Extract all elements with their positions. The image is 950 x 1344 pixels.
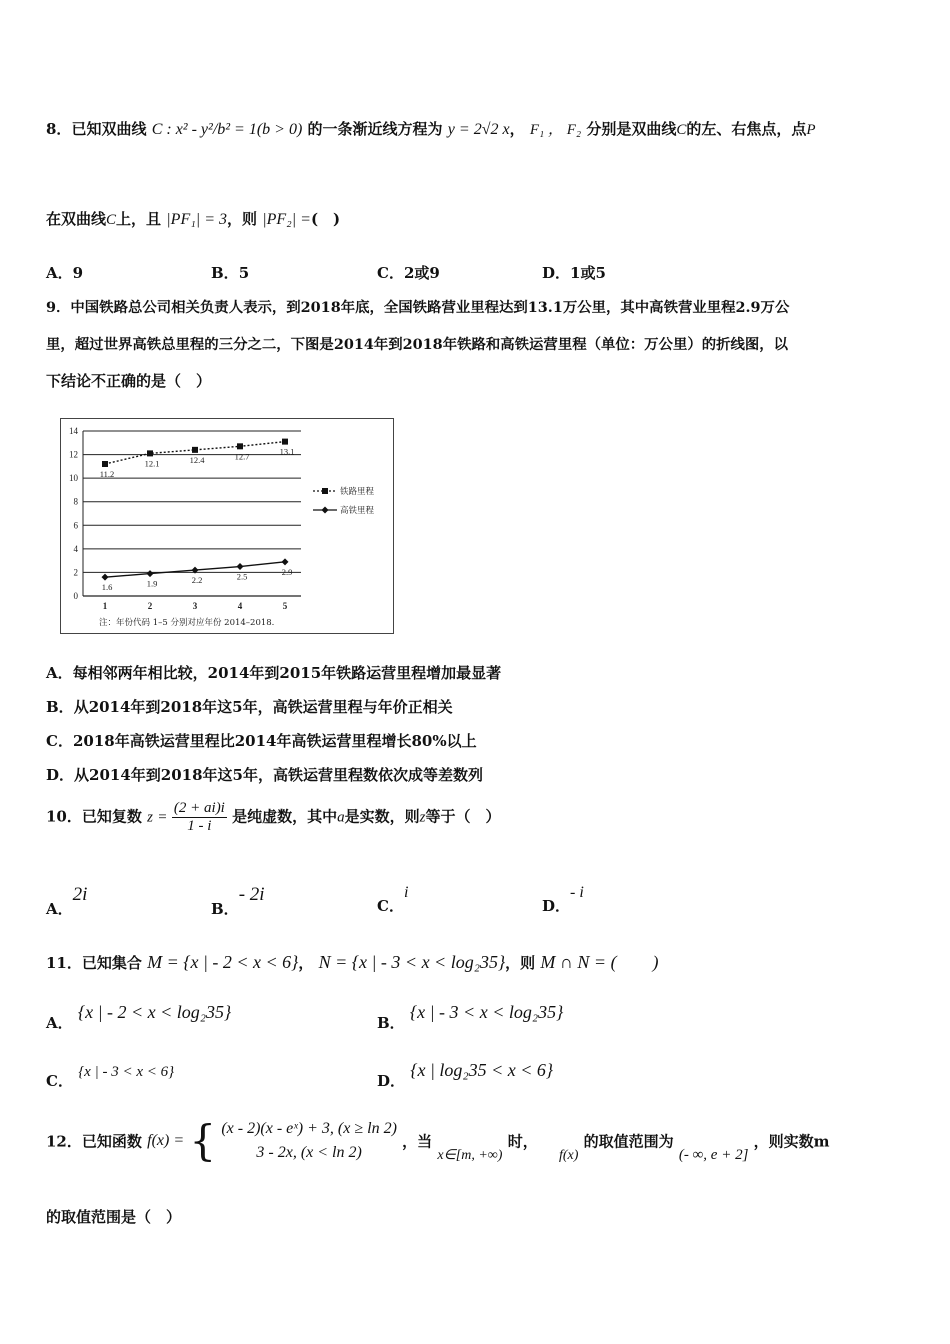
q12-case2: 3 - 2x, (x < ln 2) xyxy=(256,1144,362,1161)
q8-then: ，则 xyxy=(226,210,257,228)
y-tick-label: 12 xyxy=(69,449,78,460)
y-tick-label: 2 xyxy=(73,567,78,578)
data-label: 12.1 xyxy=(144,458,160,469)
q10-choice-a-text: 2i xyxy=(72,884,88,905)
q9-choice-a-text: 每相邻两年相比较，2014年到2015年铁路运营里程增加最显著 xyxy=(72,664,502,682)
q10-denominator: 1 - i xyxy=(187,818,212,834)
q10-z2: z xyxy=(419,809,426,826)
q12-range-text: 的取值范围为 xyxy=(583,1132,674,1151)
data-label: 11.2 xyxy=(99,469,115,479)
highspeed-point xyxy=(237,563,244,570)
x-tick-label: 5 xyxy=(282,601,288,611)
legend-label: 高铁里程 xyxy=(340,506,375,516)
q8-choice-c-key: C． xyxy=(377,264,404,282)
q8-suffix2: 的左、右焦点，点 xyxy=(686,120,807,138)
q11-choice-d[interactable] xyxy=(377,1060,553,1091)
q12-range: (- ∞, e + 2] xyxy=(678,1147,749,1163)
q12-domain: x∈[m, +∞) xyxy=(437,1148,503,1163)
q10-choice-b-key: B． xyxy=(211,900,239,918)
y-tick-label: 8 xyxy=(73,496,78,507)
railway-point xyxy=(102,461,108,467)
q10-choice-c[interactable] xyxy=(377,884,408,916)
q8-choice-a-text: 9 xyxy=(72,264,84,282)
q9-choice-b[interactable] xyxy=(46,696,453,717)
q11-set-n: N = {x | - 3 < x < log₂35} xyxy=(318,952,506,972)
q9-choice-d-text: 从2014年到2018年这5年，高铁运营里程数依次成等差数列 xyxy=(74,766,483,784)
q11-then: ，则 xyxy=(505,954,536,972)
railway-point xyxy=(237,443,243,449)
q10-choice-b-text: - 2i xyxy=(238,884,265,905)
railway-point xyxy=(147,450,153,456)
data-label: 1.9 xyxy=(146,578,158,589)
x-tick-label: 4 xyxy=(237,601,243,611)
legend-marker xyxy=(322,507,329,514)
q11-choice-c-key: C． xyxy=(46,1072,73,1090)
q10-choice-c-text: i xyxy=(403,884,409,901)
q9-choice-b-text: 从2014年到2018年这5年，高铁运营里程与年价正相关 xyxy=(73,698,453,716)
data-label: 1.6 xyxy=(101,582,113,593)
q8-choice-b-key: B． xyxy=(211,264,239,282)
q10-mid2: 是实数，则 xyxy=(344,807,420,826)
q10-choice-d-text: - i xyxy=(570,884,584,901)
q11-choice-c[interactable] xyxy=(46,1062,174,1091)
q8-prefix: 已知双曲线 xyxy=(71,120,147,138)
q9-choice-b-key: B． xyxy=(46,698,74,716)
q9-chart-svg xyxy=(61,419,393,633)
q10-a: a xyxy=(337,809,345,826)
data-label: 12.4 xyxy=(189,454,205,465)
q12-line2: 的取值范围是（ ） xyxy=(46,1208,182,1226)
q9-choice-a-key: A． xyxy=(46,664,73,682)
q11-prefix: 已知集合 xyxy=(81,954,142,972)
q8-asymptote: y = 2√2 x xyxy=(447,121,510,138)
data-label: 2.9 xyxy=(281,566,293,577)
q10-fraction xyxy=(172,800,227,835)
railway-point xyxy=(192,447,198,453)
q11-line xyxy=(46,948,659,974)
q9-line2: 里，超过世界高铁总里程的三分之二，下图是2014年到2018年铁路和高铁运营里程（单位：万公里）的折线图，以 xyxy=(46,336,789,353)
q11-choice-a-key: A． xyxy=(46,1014,73,1032)
q10-choice-a[interactable] xyxy=(46,884,87,919)
data-label: 2.5 xyxy=(236,571,248,582)
q8-choice-c-text: 2或9 xyxy=(403,264,440,282)
q12-suffix: ，则实数m xyxy=(753,1132,830,1151)
q9-choice-d-key: D． xyxy=(46,766,75,784)
q10-mid: 是纯虚数，其中 xyxy=(232,807,338,826)
highspeed-point xyxy=(102,574,109,581)
data-label: 13.1 xyxy=(279,446,295,457)
q9-line1: 9．中国铁路总公司相关负责人表示，到2018年底，全国铁路营业里程达到13.1万公里，其中高铁营业里程2.9万公 xyxy=(46,299,790,316)
railway-point xyxy=(282,439,288,445)
legend-marker xyxy=(322,488,328,494)
q8-foci: F₁ ， F₂ xyxy=(529,122,582,138)
q11-choice-a-text: {x | - 2 < x < log₂35} xyxy=(77,1002,232,1022)
q8-p: P xyxy=(806,122,816,138)
q8-choice-d-text: 1或5 xyxy=(570,264,606,282)
q11-number: 11． xyxy=(46,954,82,972)
q8-choice-c[interactable] xyxy=(377,262,440,283)
q8-line2-prefix: 在双曲线 xyxy=(46,210,107,228)
q9-choice-c-text: 2018年高铁运营里程比2014年高铁运营里程增长80%以上 xyxy=(72,732,477,750)
q12-cases xyxy=(221,1120,397,1162)
q11-choice-b-text: {x | - 3 < x < log₂35} xyxy=(409,1002,564,1022)
x-tick-label: 2 xyxy=(147,601,153,611)
q8-line2 xyxy=(46,208,340,229)
q8-hyperbola-equation: C : x² - y²/b² = 1(b > 0) xyxy=(151,121,303,138)
y-tick-label: 6 xyxy=(73,520,78,531)
q10-choice-c-key: C． xyxy=(377,897,404,915)
chart-note: 注：年份代码 1–5 分别对应年份 2014–2018. xyxy=(99,618,275,628)
q10-line xyxy=(46,800,500,835)
legend-label: 铁路里程 xyxy=(340,487,375,497)
q9-line3: 下结论不正确的是（ ） xyxy=(46,372,212,390)
q11-ask: M ∩ N = ( ) xyxy=(540,952,659,972)
q12-number: 12． xyxy=(46,1132,82,1151)
q8-choice-a[interactable] xyxy=(46,262,83,283)
q8-line1: 8．已知双曲线 C : x² - y²/b² = 1(b > 0) 的一条渐近线方程为 y = 2√2 x， F₁ ， F₂ 分别是双曲线C的左、右焦点，点P xyxy=(46,120,816,138)
q10-choice-d[interactable] xyxy=(542,884,584,916)
q10-choice-b[interactable] xyxy=(211,884,265,919)
q12-case1: (x - 2)(x - eˣ) + 3, (x ≥ ln 2) xyxy=(221,1120,397,1137)
q10-choice-a-key: A． xyxy=(46,900,73,918)
q10-suffix: 等于（ ） xyxy=(425,807,501,826)
q10-prefix: 已知复数 xyxy=(81,807,142,826)
q12-brace: { xyxy=(189,1116,217,1165)
q8-choice-a-key: A． xyxy=(46,264,73,282)
y-tick-label: 14 xyxy=(69,426,78,436)
highspeed-point xyxy=(282,558,289,565)
q12-fx2: f(x) xyxy=(558,1148,579,1163)
q9-choice-d[interactable] xyxy=(46,764,483,785)
q8-ask: |PF₂| = xyxy=(262,211,311,228)
q10-numerator: (2 + ai)i xyxy=(173,800,225,816)
q11-comma: ， xyxy=(298,954,314,972)
q8-c: C xyxy=(676,122,687,138)
q10-eq: = xyxy=(158,809,167,826)
q12-line1 xyxy=(46,1116,830,1165)
q9-choice-c[interactable] xyxy=(46,730,477,751)
q8-mid-text: 的一条渐近线方程为 xyxy=(307,120,443,138)
q11-choice-d-key: D． xyxy=(377,1072,406,1090)
q8-condition: |PF₁| = 3 xyxy=(166,211,227,228)
q9-choice-a[interactable] xyxy=(46,662,501,683)
q8-c2: C xyxy=(106,212,117,228)
q8-suffix: 分别是双曲线 xyxy=(586,120,677,138)
data-label: 2.2 xyxy=(191,575,203,586)
q11-choice-b-key: B． xyxy=(377,1014,405,1032)
q12-fx: f(x) = xyxy=(147,1132,185,1149)
q12-when: ，当 xyxy=(402,1132,433,1151)
q11-set-m: M = {x | - 2 < x < 6} xyxy=(147,952,299,972)
q11-choice-b[interactable] xyxy=(377,1002,563,1033)
q9-choice-c-key: C． xyxy=(46,732,73,750)
q10-z: z xyxy=(147,809,153,826)
q10-number: 10． xyxy=(46,807,82,826)
q11-choice-c-text: {x | - 3 < x < 6} xyxy=(78,1064,175,1080)
q12-prefix: 已知函数 xyxy=(81,1132,142,1151)
q11-choice-d-text: {x | log₂35 < x < 6} xyxy=(410,1060,554,1080)
q12-shi: 时， xyxy=(507,1132,538,1151)
highspeed-point xyxy=(147,570,154,577)
q8-paren: ( ) xyxy=(310,210,341,228)
y-tick-label: 4 xyxy=(73,543,78,554)
q11-choice-a[interactable] xyxy=(46,1002,231,1033)
data-label: 12.7 xyxy=(234,451,250,462)
q8-number: 8． xyxy=(46,120,72,138)
q8-choice-b[interactable] xyxy=(211,262,249,283)
x-tick-label: 3 xyxy=(192,601,198,611)
y-tick-label: 10 xyxy=(69,473,78,484)
q8-line2-mid: 上，且 xyxy=(116,210,162,228)
q9-chart xyxy=(60,418,394,634)
q8-choice-d[interactable] xyxy=(542,262,606,283)
q8-choice-b-text: 5 xyxy=(238,264,250,282)
q8-choice-d-key: D． xyxy=(542,264,571,282)
y-tick-label: 0 xyxy=(73,591,78,601)
x-tick-label: 1 xyxy=(102,601,108,611)
q10-choice-d-key: D． xyxy=(542,897,571,915)
